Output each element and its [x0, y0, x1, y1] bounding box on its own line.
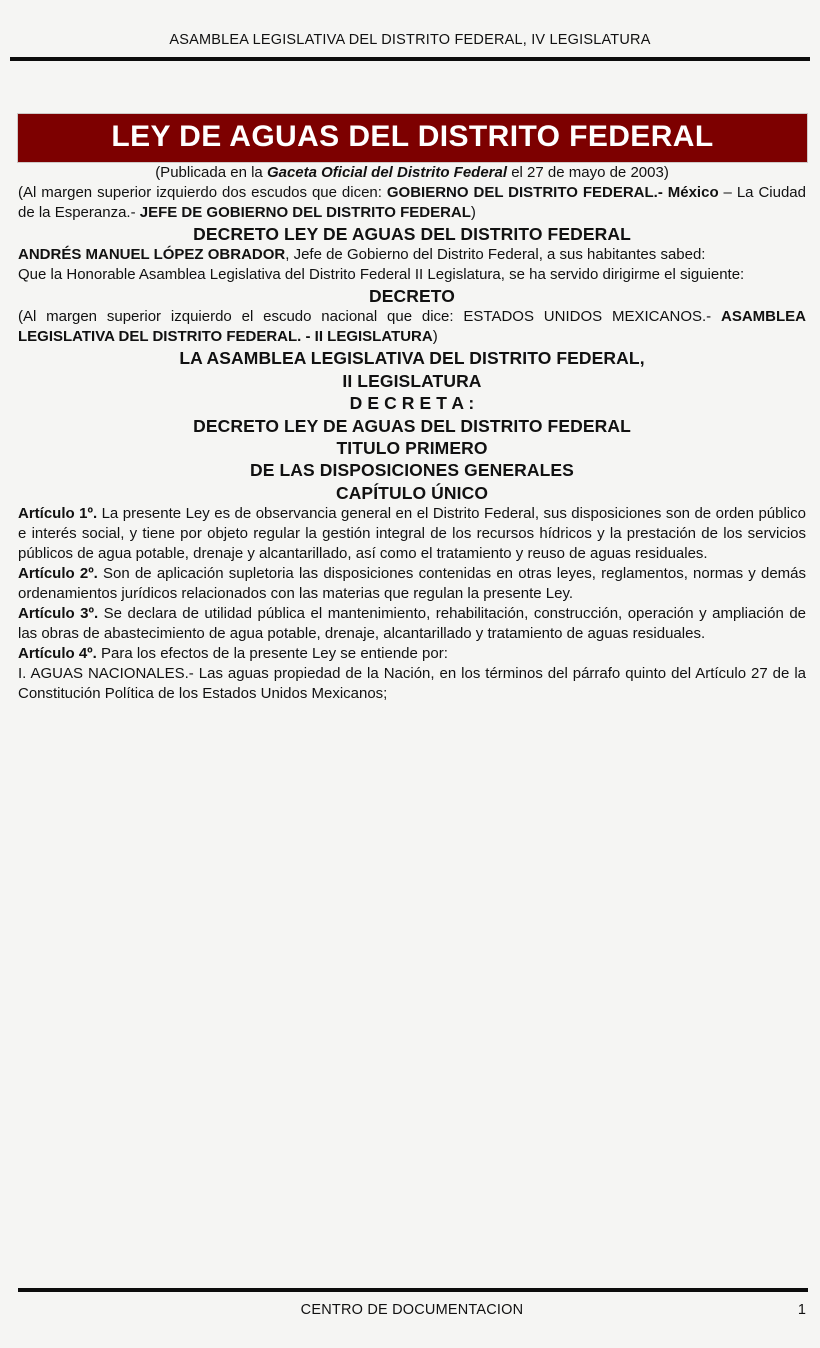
header-divider-rule: [10, 57, 810, 61]
heading-asamblea-legislativa: [18, 347, 806, 392]
fraction-i-aguas-nacionales: I. AGUAS NACIONALES.- Las aguas propiedad de la Nación, en los términos del párrafo quinto del Artículo 27 de la Constitución Política de los Estados Unidos Mexicanos;: [18, 664, 806, 702]
publication-suffix: el 27 de mayo de 2003): [507, 164, 669, 181]
margin-note-part2: – La Ciudad de la Esperanza.-: [18, 183, 806, 221]
article-2-label: Artículo 2º.: [18, 564, 98, 582]
governor-name: ANDRÉS MANUEL LÓPEZ OBRADOR: [18, 246, 286, 264]
article-3-text: Se declara de utilidad pública el mantenimiento, rehabilitación, construcción, operación y ampliación de las obras de abastecimiento de agua potable, drenaje, alcantarillado y tratamiento de aguas residuales.: [18, 604, 806, 642]
footer-row: [18, 1302, 806, 1322]
document-header: [0, 0, 820, 48]
margin-note-bold-jefe: JEFE DE GOBIERNO DEL DISTRITO FEDERAL: [139, 203, 471, 221]
footer-divider-rule: [18, 1288, 808, 1292]
margin-note2-bold-asamblea: ASAMBLEA LEGISLATIVA DEL DISTRITO FEDERAL. - II LEGISLATURA: [18, 308, 806, 346]
heading-decreto-ley-2: DECRETO LEY DE AGUAS DEL DISTRITO FEDERAL: [193, 415, 631, 436]
disposiciones-generales-line: DE LAS DISPOSICIONES GENERALES: [250, 460, 574, 481]
titulo-primero-line: TITULO PRIMERO: [336, 437, 488, 458]
margin-note-bold-gobierno: GOBIERNO DEL DISTRITO FEDERAL.- México: [386, 183, 719, 201]
gazette-name: Gaceta Oficial del Distrito Federal: [266, 164, 508, 181]
asamblea-line-1: LA ASAMBLEA LEGISLATIVA DEL DISTRITO FEDERAL,: [179, 348, 645, 369]
article-3: [18, 604, 806, 644]
article-1-text: La presente Ley es de observancia general en el Distrito Federal, sus disposiciones son de orden público e interés social, y tiene por objeto regular la gestión integral de los recursos hídricos y la prestación de los servicios públicos de agua potable, drenaje y alcantarillado, así como el tratamiento y reuso de aguas residuales.: [18, 505, 806, 562]
document-footer: [0, 1288, 820, 1322]
article-3-label: Artículo 3º.: [18, 604, 99, 622]
margin-note-national-shield: [18, 307, 806, 347]
publication-line: [18, 163, 806, 183]
law-title-text: LEY DE AGUAS DEL DISTRITO FEDERAL: [111, 120, 714, 153]
law-title-banner: [17, 113, 808, 163]
footer-page-number: 1: [797, 1302, 806, 1318]
document-body: [18, 163, 806, 703]
article-1: [18, 504, 806, 564]
margin-note-shields: [18, 183, 806, 223]
footer-center-text: CENTRO DE DOCUMENTACION: [300, 1302, 524, 1318]
heading-decreto-ley: DECRETO LEY DE AGUAS DEL DISTRITO FEDERAL: [193, 223, 631, 244]
margin-note2-part1: (Al margen superior izquierdo el escudo nacional que dice: ESTADOS UNIDOS MEXICANOS.-: [18, 308, 721, 326]
margin-note-part3: ): [470, 203, 476, 221]
heading-decreta: D E C R E T A :: [349, 393, 475, 414]
article-2-text: Son de aplicación supletoria las disposiciones contenidas en otras leyes, reglamentos, normas y demás ordenamientos jurídicos relacionados con las materias que regulan la presente Ley.: [18, 564, 806, 602]
article-2: [18, 564, 806, 604]
publication-prefix: (Publicada en la: [155, 164, 267, 181]
proclamation-paragraph: [18, 245, 806, 265]
asamblea-line-2: II LEGISLATURA: [342, 370, 482, 391]
heading-decreto: DECRETO: [369, 286, 455, 307]
article-4-text: Para los efectos de la presente Ley se entiende por:: [96, 644, 448, 662]
heading-capitulo-unico: CAPÍTULO ÚNICO: [335, 482, 489, 503]
article-4-label: Artículo 4º.: [18, 644, 97, 662]
article-1-label: Artículo 1º.: [18, 505, 98, 523]
margin-note-part1: (Al margen superior izquierdo dos escudos que dicen:: [18, 183, 387, 201]
proclamation-rest: , Jefe de Gobierno del Distrito Federal, a sus habitantes sabed:: [285, 246, 706, 264]
assembly-referral-paragraph: Que la Honorable Asamblea Legislativa del Distrito Federal II Legislatura, se ha servido dirigirme el siguiente:: [18, 266, 745, 284]
margin-note2-part2: ): [432, 328, 438, 346]
running-header-title: ASAMBLEA LEGISLATIVA DEL DISTRITO FEDERAL, IV LEGISLATURA: [169, 32, 651, 48]
heading-titulo-primero: [18, 437, 806, 482]
article-4: [18, 644, 806, 664]
